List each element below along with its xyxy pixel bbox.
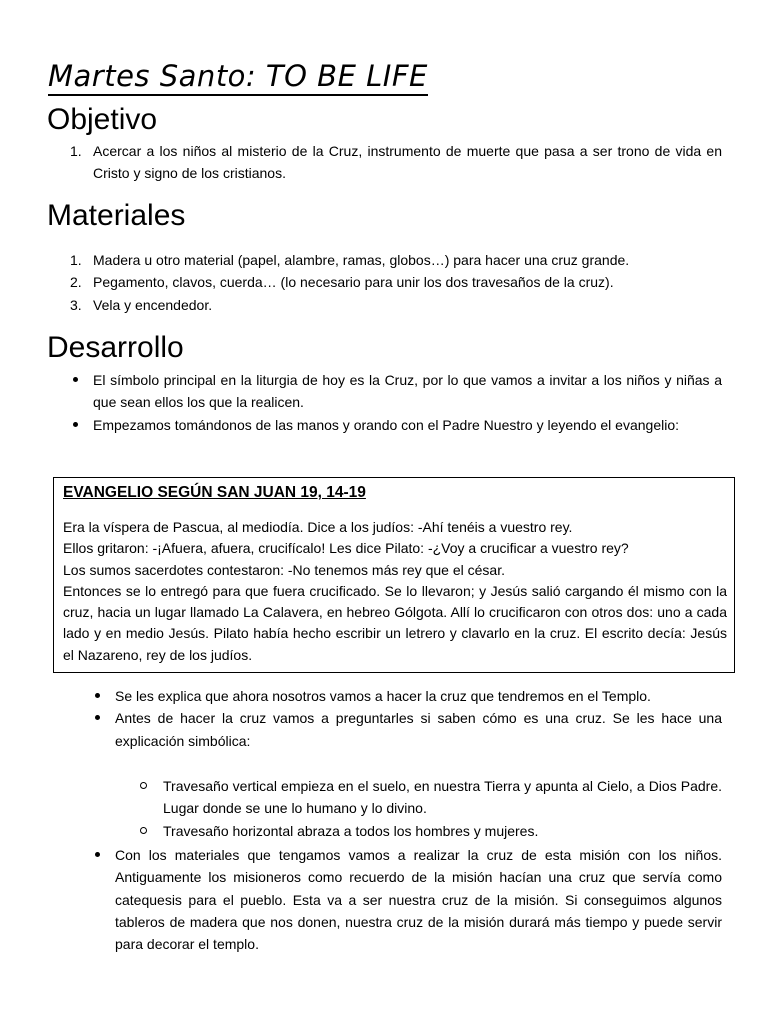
desarrollo-bullets-after bbox=[92, 685, 722, 752]
gospel-line: Los sumos sacerdotes contestaron: -No tenemos más rey que el césar. bbox=[63, 561, 505, 578]
gospel-line: Ellos gritaron: -¡Afuera, afuera, crucifícalo! Les dice Pilato: -¿Voy a crucificar a vuestro rey? bbox=[63, 540, 629, 557]
gospel-paragraph: Entonces se lo entregó para que fuera crucificado. Se lo llevaron; y Jesús salió cargando él mismo con la cruz, hacia un lugar llamado La Calavera, en hebreo Gólgota. Allí lo crucificaron con otros dos: uno a cada lado y en medio Jesús. Pilato había hecho escribir un letrero y clavarlo en la cruz. El escrito decía: Jesús el Nazareno, rey de los judíos. bbox=[63, 582, 727, 663]
item-number: 3. bbox=[70, 296, 82, 313]
desarrollo-bullets-final bbox=[92, 844, 722, 955]
bullet-icon bbox=[95, 693, 100, 698]
heading-materiales: Materiales bbox=[47, 199, 186, 232]
objetivo-list bbox=[70, 140, 722, 185]
materiales-list bbox=[70, 249, 722, 316]
list-item bbox=[139, 820, 722, 842]
list-item bbox=[70, 271, 722, 293]
list-item bbox=[70, 294, 722, 316]
bullet-icon bbox=[95, 715, 100, 720]
heading-desarrollo: Desarrollo bbox=[47, 331, 184, 364]
item-number: 1. bbox=[70, 252, 82, 268]
item-text: Madera u otro material (papel, alambre, ramas, globos…) para hacer una cruz grande. bbox=[93, 252, 630, 268]
list-item bbox=[70, 140, 722, 185]
item-text: Travesaño vertical empieza en el suelo, en nuestra Tierra y apunta al Cielo, a Dios Padre. Lugar donde se une lo humano y lo divino. bbox=[163, 778, 722, 817]
circle-bullet-icon bbox=[140, 782, 147, 789]
desarrollo-bullets bbox=[70, 369, 722, 436]
bullet-icon bbox=[95, 852, 100, 857]
list-item bbox=[92, 685, 722, 707]
item-text: Pegamento, clavos, cuerda… (lo necesario para unir los dos travesaños de la cruz). bbox=[93, 274, 614, 291]
item-text: El símbolo principal en la liturgia de hoy es la Cruz, por lo que vamos a invitar a los niños y niñas a que sean ellos los que la realicen. bbox=[93, 372, 722, 411]
gospel-box bbox=[53, 477, 735, 673]
item-text: Vela y encendedor. bbox=[93, 296, 213, 313]
circle-bullet-icon bbox=[140, 827, 147, 834]
list-item bbox=[70, 369, 722, 414]
item-number: 2. bbox=[70, 274, 82, 291]
list-item bbox=[70, 249, 722, 271]
page-title: Martes Santo: TO BE LIFE bbox=[48, 58, 428, 96]
gospel-text bbox=[63, 517, 727, 666]
gospel-line: Era la víspera de Pascua, al mediodía. Dice a los judíos: -Ahí tenéis a vuestro rey. bbox=[63, 519, 573, 535]
item-text: Se les explica que ahora nosotros vamos a hacer la cruz que tendremos en el Templo. bbox=[115, 688, 651, 704]
list-item bbox=[139, 775, 722, 820]
item-text: Con los materiales que tengamos vamos a realizar la cruz de esta misión con los niños. Antiguamente los misioneros como recuerdo de la misión hacían una cruz que servía como catequesis para el pueblo. Esta va a ser nuestra cruz de la misión. Si conseguimos algunos tableros de madera que nos donen, nuestra cruz de la misión durará más tiempo y puede servir para decorar el templo. bbox=[115, 847, 722, 953]
list-item bbox=[70, 414, 722, 436]
gospel-title: EVANGELIO SEGÚN SAN JUAN 19, 14-19 bbox=[63, 484, 366, 501]
item-text: Travesaño horizontal abraza a todos los hombres y mujeres. bbox=[163, 822, 539, 839]
list-item bbox=[92, 707, 722, 752]
item-text: Empezamos tomándonos de las manos y orando con el Padre Nuestro y leyendo el evangelio: bbox=[93, 416, 680, 433]
cross-explanation-list bbox=[139, 775, 722, 842]
item-number: 1. bbox=[70, 143, 82, 159]
bullet-icon bbox=[73, 377, 78, 382]
bullet-icon bbox=[73, 422, 78, 427]
heading-objetivo: Objetivo bbox=[47, 103, 158, 136]
item-text: Antes de hacer la cruz vamos a preguntarles si saben cómo es una cruz. Se les hace una explicación simbólica: bbox=[115, 710, 722, 749]
list-item bbox=[92, 844, 722, 955]
item-text: Acercar a los niños al misterio de la Cruz, instrumento de muerte que pasa a ser trono de vida en Cristo y signo de los cristianos. bbox=[93, 143, 722, 182]
